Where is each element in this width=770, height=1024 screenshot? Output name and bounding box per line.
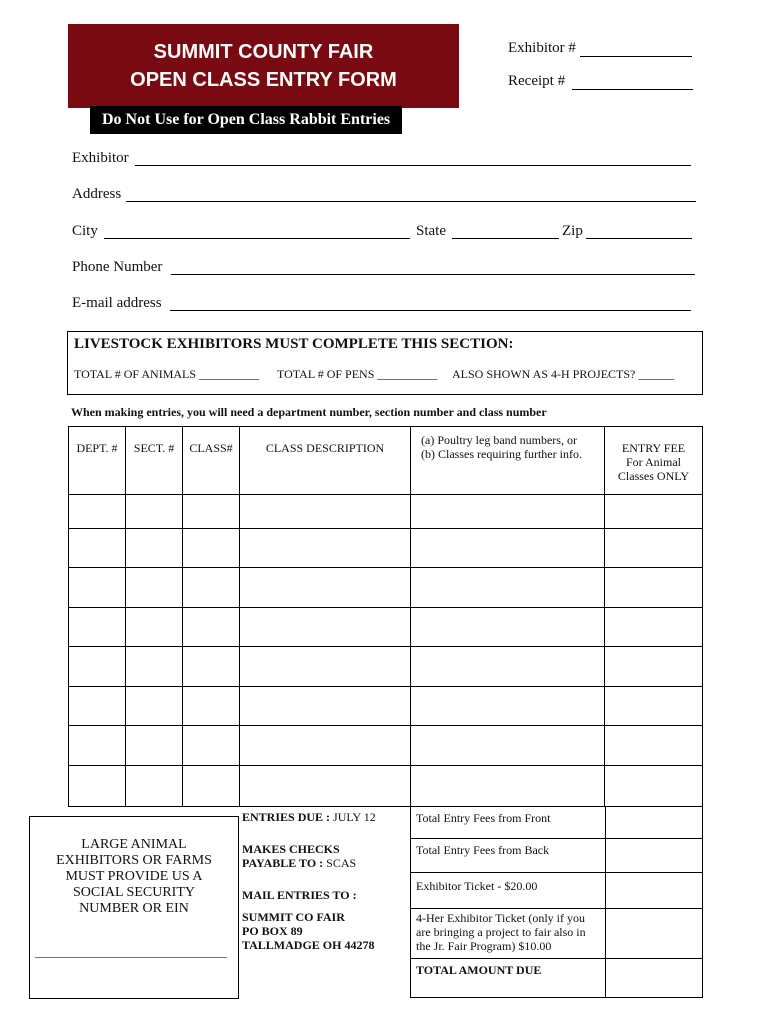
total-animals-field[interactable]: TOTAL # OF ANIMALS __________ [74,367,260,381]
exhibitor-ticket-label: Exhibitor Ticket - $20.00 [410,872,605,908]
entry-cell[interactable] [604,646,703,687]
entry-cell[interactable] [239,494,411,529]
total-due-label: TOTAL AMOUNT DUE [410,958,605,997]
city-label: City [72,223,98,239]
phone-field[interactable] [171,274,695,275]
receipt-label: Receipt # [508,73,566,89]
ssn-notice-line5: NUMBER OR EIN [79,901,189,916]
address-field[interactable] [126,201,696,202]
email-field[interactable] [170,310,691,311]
mailing-info [242,810,408,952]
fees-back-field[interactable] [605,838,703,873]
entry-cell[interactable] [68,646,126,687]
entry-cell[interactable] [604,528,703,568]
entry-cell[interactable] [604,494,703,529]
entry-cell[interactable] [410,765,605,807]
fees-table [410,806,703,998]
entry-cell[interactable] [604,725,703,766]
entries-due-label: ENTRIES DUE : [242,810,331,824]
entry-cell[interactable] [410,725,605,766]
mail-line1: SUMMIT CO FAIR [242,910,345,924]
ssn-notice-line1: LARGE ANIMAL [81,837,187,852]
entry-table [68,426,703,807]
entry-cell[interactable] [604,765,703,807]
entry-cell[interactable] [182,725,240,766]
mail-line2: PO BOX 89 [242,924,303,938]
entry-cell[interactable] [239,528,411,568]
total-due-field[interactable] [605,958,703,998]
also-4h-field[interactable]: ALSO SHOWN AS 4-H PROJECTS? ______ [452,367,675,381]
entry-cell[interactable] [410,528,605,568]
col-header-fee-line3: Classes ONLY [617,469,690,483]
total-pens-field[interactable]: TOTAL # OF PENS __________ [277,367,438,381]
entry-cell[interactable] [182,567,240,608]
form-title-line1: SUMMIT COUNTY FAIR [153,41,374,63]
fees-front-field[interactable] [605,806,703,839]
ssn-notice-line4: SOCIAL SECURITY [73,885,195,900]
col-header-note-b: (b) Classes requiring further info. [421,447,582,461]
entry-cell[interactable] [410,567,605,608]
exhibitor-ticket-field[interactable] [605,872,703,909]
entry-cell[interactable] [239,686,411,726]
col-header-fee-line1: ENTRY FEE [621,441,686,455]
ssn-notice [30,837,238,917]
entry-cell[interactable] [68,567,126,608]
col-header-fee-line2: For Animal [625,455,681,469]
fourh-ticket-line3: the Jr. Fair Program) $10.00 [416,939,552,953]
zip-field[interactable] [586,238,692,239]
instructions-text: When making entries, you will need a department number, section number and class number [71,405,547,419]
ssn-box [29,816,239,999]
entry-cell[interactable] [182,646,240,687]
fourh-ticket-line2: are bringing a project to fair also in [416,925,586,939]
exhibitor-number-field[interactable] [580,56,692,57]
entry-cell[interactable] [182,607,240,647]
state-label: State [416,223,446,239]
col-header-class: CLASS# [182,426,239,494]
entry-cell[interactable] [68,686,126,726]
exhibitor-number-label: Exhibitor # [508,40,576,56]
entry-cell[interactable] [182,765,240,807]
ssn-notice-line3: MUST PROVIDE US A [65,869,203,884]
entry-cell[interactable] [410,646,605,687]
entry-cell[interactable] [410,686,605,726]
entry-cell[interactable] [182,528,240,568]
entry-cell[interactable] [239,646,411,687]
entry-cell[interactable] [68,765,126,807]
col-header-notes [410,426,604,494]
livestock-heading: LIVESTOCK EXHIBITORS MUST COMPLETE THIS SECTION: [74,336,514,352]
fourh-ticket-label [410,908,605,958]
form-title-line2: OPEN CLASS ENTRY FORM [130,69,397,91]
entry-cell[interactable] [604,686,703,726]
ssn-notice-line2: EXHIBITORS OR FARMS [56,853,212,868]
entry-cell[interactable] [239,607,411,647]
col-header-note-a: (a) Poultry leg band numbers, or [421,433,577,447]
col-header-fee [604,426,702,494]
payable-label: PAYABLE TO : [242,856,324,870]
entry-cell[interactable] [68,725,126,766]
entry-cell[interactable] [182,686,240,726]
entry-cell[interactable] [125,646,183,687]
fourh-ticket-field[interactable] [605,908,703,959]
ssn-field[interactable]: ________________________________ [35,945,227,959]
entry-cell[interactable] [68,494,126,529]
entry-cell[interactable] [125,725,183,766]
payable-value: SCAS [326,856,357,870]
entry-cell[interactable] [604,607,703,647]
state-field[interactable] [452,238,559,239]
entry-cell[interactable] [125,686,183,726]
entry-cell[interactable] [604,567,703,608]
entry-cell[interactable] [410,494,605,529]
entry-cell[interactable] [125,607,183,647]
livestock-section [67,331,703,395]
zip-label: Zip [562,223,583,239]
receipt-field[interactable] [572,89,693,90]
entry-cell[interactable] [239,567,411,608]
col-header-description: CLASS DESCRIPTION [239,426,410,494]
form-title-banner [68,24,459,108]
email-label: E-mail address [72,295,162,311]
entry-cell[interactable] [68,607,126,647]
entries-due-value: JULY 12 [333,810,376,824]
fourh-ticket-line1: 4-Her Exhibitor Ticket (only if you [416,911,585,925]
phone-label: Phone Number [72,259,163,275]
fees-back-label: Total Entry Fees from Back [410,838,605,872]
rabbit-notice: Do Not Use for Open Class Rabbit Entries [90,106,402,134]
entry-cell[interactable] [182,494,240,529]
mail-line3: TALLMADGE OH 44278 [242,938,375,952]
checks-label: MAKES CHECKS [242,842,340,856]
entry-cell[interactable] [410,607,605,647]
entry-cell[interactable] [239,725,411,766]
exhibitor-label: Exhibitor [72,150,129,166]
entry-cell[interactable] [125,765,183,807]
entry-cell[interactable] [239,765,411,807]
fees-front-label: Total Entry Fees from Front [410,806,605,838]
entry-cell[interactable] [125,567,183,608]
city-field[interactable] [104,238,410,239]
mail-label: MAIL ENTRIES TO : [242,888,357,902]
entry-cell[interactable] [68,528,126,568]
entry-cell[interactable] [125,528,183,568]
col-header-sect: SECT. # [125,426,182,494]
col-header-dept: DEPT. # [68,426,125,494]
exhibitor-field[interactable] [135,165,691,166]
entry-cell[interactable] [125,494,183,529]
address-label: Address [72,186,122,202]
